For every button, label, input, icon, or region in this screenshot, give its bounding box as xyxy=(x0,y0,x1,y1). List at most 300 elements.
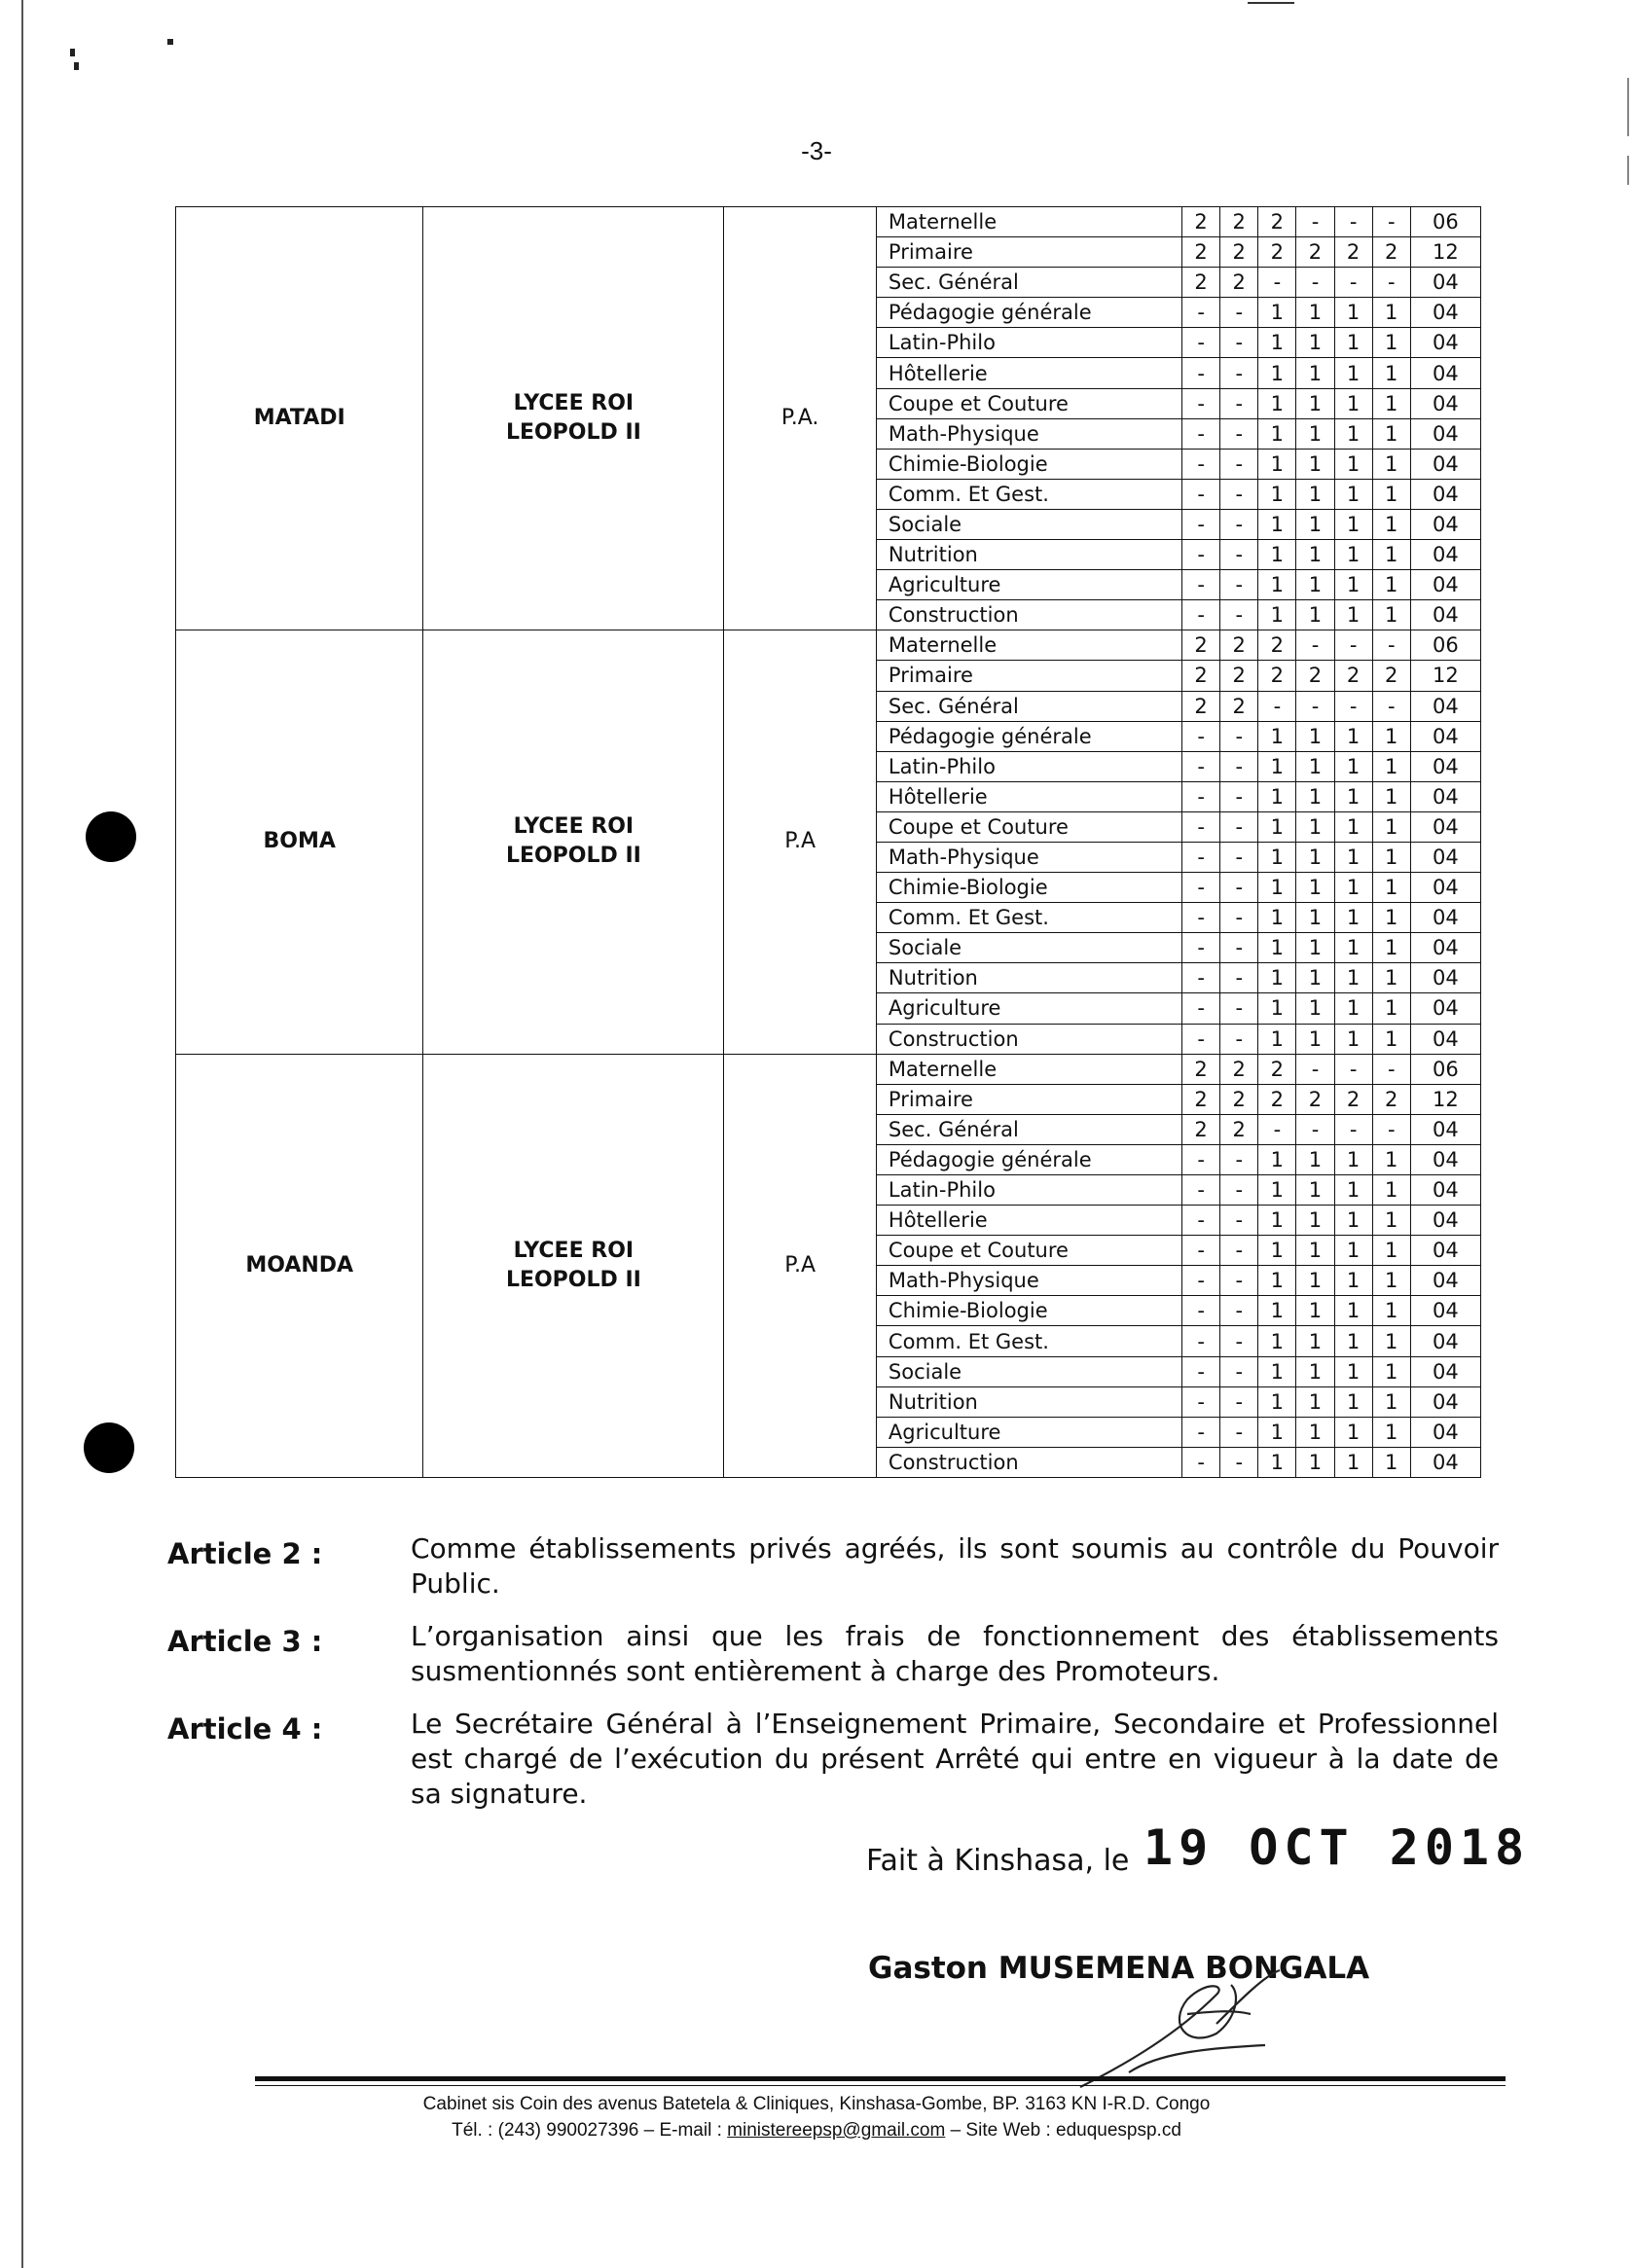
section-name-cell: Maternelle xyxy=(876,630,1181,661)
class-count-cell: - xyxy=(1220,540,1258,570)
page-number: -3- xyxy=(801,136,832,165)
class-count-cell: - xyxy=(1220,449,1258,479)
total-cell: 04 xyxy=(1410,479,1480,509)
class-count-cell: - xyxy=(1372,207,1410,237)
class-count-cell: 1 xyxy=(1296,963,1334,993)
class-count-cell: 1 xyxy=(1296,1024,1334,1054)
total-cell: 04 xyxy=(1410,600,1480,630)
class-count-cell: 1 xyxy=(1372,903,1410,933)
class-count-cell: 1 xyxy=(1258,873,1296,903)
section-name-cell: Comm. Et Gest. xyxy=(876,903,1181,933)
article-3-label: Article 3 : xyxy=(167,1625,323,1658)
class-count-cell: 2 xyxy=(1296,237,1334,268)
class-count-cell: - xyxy=(1182,1236,1220,1266)
section-name-cell: Hôtellerie xyxy=(876,358,1181,388)
class-count-cell: 1 xyxy=(1372,811,1410,842)
class-count-cell: - xyxy=(1296,691,1334,721)
class-count-cell: - xyxy=(1220,509,1258,539)
class-count-cell: - xyxy=(1334,207,1372,237)
class-count-cell: 1 xyxy=(1258,1024,1296,1054)
class-count-cell: 1 xyxy=(1334,1417,1372,1447)
class-count-cell: 1 xyxy=(1372,1386,1410,1417)
class-count-cell: 1 xyxy=(1296,873,1334,903)
class-count-cell: 2 xyxy=(1258,1054,1296,1084)
total-cell: 04 xyxy=(1410,1386,1480,1417)
class-count-cell: 1 xyxy=(1296,993,1334,1024)
class-count-cell: 1 xyxy=(1296,721,1334,751)
class-count-cell: - xyxy=(1220,873,1258,903)
class-count-cell: 1 xyxy=(1372,933,1410,963)
total-cell: 04 xyxy=(1410,449,1480,479)
total-cell: 04 xyxy=(1410,721,1480,751)
total-cell: 04 xyxy=(1410,509,1480,539)
class-count-cell: 1 xyxy=(1334,328,1372,358)
footer-rule xyxy=(255,2076,1506,2081)
class-count-cell: - xyxy=(1220,479,1258,509)
class-count-cell: - xyxy=(1220,721,1258,751)
class-count-cell: - xyxy=(1296,1114,1334,1144)
class-count-cell: 1 xyxy=(1372,328,1410,358)
class-count-cell: 2 xyxy=(1334,237,1372,268)
class-count-cell: - xyxy=(1182,328,1220,358)
class-count-cell: 1 xyxy=(1334,721,1372,751)
class-count-cell: 1 xyxy=(1296,781,1334,811)
class-count-cell: - xyxy=(1182,1356,1220,1386)
section-name-cell: Nutrition xyxy=(876,540,1181,570)
total-cell: 04 xyxy=(1410,1326,1480,1356)
class-count-cell: - xyxy=(1220,600,1258,630)
footer-email-link[interactable]: ministereepsp@gmail.com xyxy=(727,2120,946,2141)
section-name-cell: Coupe et Couture xyxy=(876,388,1181,418)
class-count-cell: 1 xyxy=(1296,358,1334,388)
class-count-cell: 1 xyxy=(1258,781,1296,811)
total-cell: 04 xyxy=(1410,1206,1480,1236)
total-cell: 04 xyxy=(1410,1447,1480,1477)
class-count-cell: 1 xyxy=(1296,600,1334,630)
date-stamp: 19 OCT 2018 xyxy=(1143,1819,1531,1876)
total-cell: 04 xyxy=(1410,1144,1480,1174)
class-count-cell: 1 xyxy=(1334,842,1372,872)
class-count-cell: 1 xyxy=(1372,1144,1410,1174)
total-cell: 06 xyxy=(1410,207,1480,237)
class-count-cell: 2 xyxy=(1334,1084,1372,1114)
class-count-cell: - xyxy=(1220,751,1258,781)
class-count-cell: 1 xyxy=(1296,842,1334,872)
total-cell: 04 xyxy=(1410,1266,1480,1296)
status-cell: P.A xyxy=(724,630,877,1054)
total-cell: 06 xyxy=(1410,1054,1480,1084)
scan-speck xyxy=(167,39,173,45)
class-count-cell: 2 xyxy=(1220,691,1258,721)
total-cell: 04 xyxy=(1410,298,1480,328)
class-count-cell: - xyxy=(1182,933,1220,963)
class-count-cell: 1 xyxy=(1258,1326,1296,1356)
class-count-cell: 1 xyxy=(1258,751,1296,781)
class-count-cell: 1 xyxy=(1334,540,1372,570)
total-cell: 04 xyxy=(1410,1296,1480,1326)
section-name-cell: Math-Physique xyxy=(876,842,1181,872)
class-count-cell: - xyxy=(1182,1266,1220,1296)
class-count-cell: 1 xyxy=(1372,1296,1410,1326)
total-cell: 04 xyxy=(1410,993,1480,1024)
class-count-cell: 1 xyxy=(1334,811,1372,842)
class-count-cell: - xyxy=(1296,1054,1334,1084)
class-count-cell: 1 xyxy=(1334,873,1372,903)
class-count-cell: 2 xyxy=(1182,268,1220,298)
class-count-cell: 1 xyxy=(1258,1206,1296,1236)
total-cell: 04 xyxy=(1410,388,1480,418)
class-count-cell: 1 xyxy=(1296,903,1334,933)
class-count-cell: - xyxy=(1182,873,1220,903)
class-count-cell: - xyxy=(1220,328,1258,358)
class-count-cell: - xyxy=(1220,933,1258,963)
class-count-cell: 2 xyxy=(1220,1114,1258,1144)
class-count-cell: 1 xyxy=(1258,1236,1296,1266)
section-name-cell: Sociale xyxy=(876,933,1181,963)
class-count-cell: 1 xyxy=(1372,388,1410,418)
class-count-cell: 2 xyxy=(1258,1084,1296,1114)
class-count-cell: - xyxy=(1182,1326,1220,1356)
class-count-cell: 1 xyxy=(1296,388,1334,418)
total-cell: 04 xyxy=(1410,418,1480,449)
class-count-cell: - xyxy=(1182,993,1220,1024)
section-name-cell: Construction xyxy=(876,600,1181,630)
class-count-cell: 2 xyxy=(1258,661,1296,691)
class-count-cell: 1 xyxy=(1372,298,1410,328)
total-cell: 12 xyxy=(1410,661,1480,691)
table-row xyxy=(176,630,1481,661)
page-left-edge xyxy=(21,0,23,2268)
section-name-cell: Chimie-Biologie xyxy=(876,873,1181,903)
class-count-cell: - xyxy=(1182,509,1220,539)
class-count-cell: 1 xyxy=(1296,298,1334,328)
total-cell: 04 xyxy=(1410,873,1480,903)
table-row xyxy=(176,207,1481,237)
total-cell: 04 xyxy=(1410,570,1480,600)
total-cell: 12 xyxy=(1410,1084,1480,1114)
class-count-cell: 1 xyxy=(1258,449,1296,479)
school-name-line1: LYCEE ROI xyxy=(513,1238,635,1263)
class-count-cell: 1 xyxy=(1372,1447,1410,1477)
class-count-cell: 1 xyxy=(1258,721,1296,751)
class-count-cell: 1 xyxy=(1372,1266,1410,1296)
total-cell: 04 xyxy=(1410,1175,1480,1206)
class-count-cell: - xyxy=(1258,1114,1296,1144)
class-count-cell: 1 xyxy=(1296,328,1334,358)
class-count-cell: 1 xyxy=(1258,1386,1296,1417)
class-count-cell: - xyxy=(1182,298,1220,328)
class-count-cell: - xyxy=(1258,691,1296,721)
total-cell: 04 xyxy=(1410,268,1480,298)
class-count-cell: - xyxy=(1220,811,1258,842)
class-count-cell: 1 xyxy=(1372,1356,1410,1386)
class-count-cell: - xyxy=(1182,1296,1220,1326)
class-count-cell: - xyxy=(1182,600,1220,630)
section-name-cell: Latin-Philo xyxy=(876,328,1181,358)
footer-rule xyxy=(255,2085,1506,2086)
class-count-cell: 1 xyxy=(1334,358,1372,388)
section-name-cell: Nutrition xyxy=(876,1386,1181,1417)
class-count-cell: - xyxy=(1220,1447,1258,1477)
class-count-cell: - xyxy=(1296,630,1334,661)
class-count-cell: 1 xyxy=(1372,993,1410,1024)
class-count-cell: 2 xyxy=(1296,1084,1334,1114)
total-cell: 04 xyxy=(1410,328,1480,358)
class-count-cell: 1 xyxy=(1258,933,1296,963)
class-count-cell: 2 xyxy=(1296,661,1334,691)
section-name-cell: Sociale xyxy=(876,1356,1181,1386)
signing-place: Fait à Kinshasa, le xyxy=(866,1844,1130,1878)
class-count-cell: 1 xyxy=(1372,1024,1410,1054)
class-count-cell: 1 xyxy=(1258,328,1296,358)
class-count-cell: 1 xyxy=(1258,1266,1296,1296)
article-4-label: Article 4 : xyxy=(167,1712,323,1746)
class-count-cell: - xyxy=(1220,298,1258,328)
section-name-cell: Pédagogie générale xyxy=(876,721,1181,751)
class-count-cell: - xyxy=(1182,1024,1220,1054)
class-count-cell: - xyxy=(1220,1417,1258,1447)
class-count-cell: - xyxy=(1296,268,1334,298)
class-count-cell: - xyxy=(1182,751,1220,781)
total-cell: 12 xyxy=(1410,237,1480,268)
section-name-cell: Sociale xyxy=(876,509,1181,539)
total-cell: 06 xyxy=(1410,630,1480,661)
section-name-cell: Construction xyxy=(876,1024,1181,1054)
class-count-cell: - xyxy=(1220,993,1258,1024)
class-count-cell: 2 xyxy=(1258,630,1296,661)
class-count-cell: 1 xyxy=(1372,570,1410,600)
class-count-cell: 1 xyxy=(1296,1296,1334,1326)
class-count-cell: - xyxy=(1334,1114,1372,1144)
school-name-line2: LEOPOLD II xyxy=(505,844,641,869)
footer-tel: Tél. : (243) 990027396 – E-mail : xyxy=(452,2120,728,2141)
class-count-cell: 2 xyxy=(1182,630,1220,661)
class-count-cell: 1 xyxy=(1334,1144,1372,1174)
class-count-cell: 1 xyxy=(1258,1144,1296,1174)
class-count-cell: - xyxy=(1334,268,1372,298)
class-count-cell: 1 xyxy=(1372,842,1410,872)
class-count-cell: 1 xyxy=(1372,963,1410,993)
class-count-cell: 1 xyxy=(1296,933,1334,963)
class-count-cell: 1 xyxy=(1296,1326,1334,1356)
status-cell: P.A. xyxy=(724,207,877,630)
class-count-cell: 1 xyxy=(1258,600,1296,630)
class-count-cell: 2 xyxy=(1334,661,1372,691)
scan-mark xyxy=(1627,78,1629,136)
class-count-cell: - xyxy=(1220,1296,1258,1326)
class-count-cell: 1 xyxy=(1334,1236,1372,1266)
section-name-cell: Coupe et Couture xyxy=(876,1236,1181,1266)
total-cell: 04 xyxy=(1410,933,1480,963)
class-count-cell: 1 xyxy=(1296,479,1334,509)
class-count-cell: - xyxy=(1220,1206,1258,1236)
class-count-cell: - xyxy=(1182,1447,1220,1477)
class-count-cell: - xyxy=(1182,781,1220,811)
section-name-cell: Primaire xyxy=(876,1084,1181,1114)
total-cell: 04 xyxy=(1410,1417,1480,1447)
school-cell xyxy=(423,1054,724,1477)
class-count-cell: 1 xyxy=(1372,358,1410,388)
class-count-cell: 1 xyxy=(1334,1024,1372,1054)
class-count-cell: - xyxy=(1220,963,1258,993)
class-count-cell: 1 xyxy=(1334,388,1372,418)
class-count-cell: 1 xyxy=(1334,600,1372,630)
scan-mark xyxy=(1248,2,1294,4)
class-count-cell: - xyxy=(1220,358,1258,388)
class-count-cell: 1 xyxy=(1258,570,1296,600)
scan-speck xyxy=(74,62,79,70)
section-name-cell: Pédagogie générale xyxy=(876,1144,1181,1174)
class-count-cell: - xyxy=(1220,781,1258,811)
class-count-cell: 1 xyxy=(1258,1417,1296,1447)
class-count-cell: 2 xyxy=(1220,268,1258,298)
class-count-cell: 1 xyxy=(1334,1296,1372,1326)
total-cell: 04 xyxy=(1410,1024,1480,1054)
class-count-cell: 1 xyxy=(1334,298,1372,328)
section-name-cell: Math-Physique xyxy=(876,1266,1181,1296)
punch-hole xyxy=(86,811,136,862)
class-count-cell: 1 xyxy=(1296,1447,1334,1477)
class-count-cell: 1 xyxy=(1296,751,1334,781)
class-count-cell: 1 xyxy=(1334,1266,1372,1296)
class-count-cell: - xyxy=(1182,1144,1220,1174)
total-cell: 04 xyxy=(1410,903,1480,933)
class-count-cell: 1 xyxy=(1372,751,1410,781)
total-cell: 04 xyxy=(1410,963,1480,993)
class-count-cell: 2 xyxy=(1182,691,1220,721)
class-count-cell: - xyxy=(1182,570,1220,600)
class-count-cell: 1 xyxy=(1258,298,1296,328)
class-count-cell: 2 xyxy=(1182,1114,1220,1144)
total-cell: 04 xyxy=(1410,1114,1480,1144)
class-count-cell: 1 xyxy=(1258,963,1296,993)
total-cell: 04 xyxy=(1410,358,1480,388)
class-count-cell: - xyxy=(1182,479,1220,509)
class-count-cell: 1 xyxy=(1334,570,1372,600)
section-name-cell: Maternelle xyxy=(876,1054,1181,1084)
section-name-cell: Sec. Général xyxy=(876,691,1181,721)
section-name-cell: Primaire xyxy=(876,661,1181,691)
article-4-text: Le Secrétaire Général à l’Enseignement Primaire, Secondaire et Professionnel est chargé de l’exécution du présent Arrêté qui entre en vigueur à la date de sa signature. xyxy=(411,1708,1499,1810)
class-count-cell: - xyxy=(1182,449,1220,479)
section-name-cell: Chimie-Biologie xyxy=(876,449,1181,479)
section-name-cell: Pédagogie générale xyxy=(876,298,1181,328)
class-count-cell: 1 xyxy=(1372,479,1410,509)
class-count-cell: - xyxy=(1220,1386,1258,1417)
footer-contact xyxy=(0,2120,1633,2142)
class-count-cell: 1 xyxy=(1296,1144,1334,1174)
class-count-cell: - xyxy=(1372,630,1410,661)
class-count-cell: - xyxy=(1220,1326,1258,1356)
footer-web: – Site Web : eduquespsp.cd xyxy=(945,2120,1181,2141)
class-count-cell: - xyxy=(1220,1144,1258,1174)
class-count-cell: 1 xyxy=(1296,1356,1334,1386)
class-count-cell: - xyxy=(1372,1114,1410,1144)
total-cell: 04 xyxy=(1410,1356,1480,1386)
article-2-text: Comme établissements privés agréés, ils sont soumis au contrôle du Pouvoir Public. xyxy=(411,1532,1499,1600)
class-count-cell: 1 xyxy=(1258,903,1296,933)
class-count-cell: 2 xyxy=(1258,207,1296,237)
class-count-cell: - xyxy=(1220,903,1258,933)
class-count-cell: 1 xyxy=(1296,811,1334,842)
section-name-cell: Math-Physique xyxy=(876,418,1181,449)
class-count-cell: 1 xyxy=(1372,781,1410,811)
class-count-cell: - xyxy=(1220,1356,1258,1386)
class-count-cell: 2 xyxy=(1372,661,1410,691)
class-count-cell: - xyxy=(1182,1386,1220,1417)
section-name-cell: Coupe et Couture xyxy=(876,811,1181,842)
total-cell: 04 xyxy=(1410,811,1480,842)
section-name-cell: Sec. Général xyxy=(876,1114,1181,1144)
class-count-cell: 1 xyxy=(1372,1236,1410,1266)
class-count-cell: 1 xyxy=(1258,811,1296,842)
scan-speck xyxy=(70,49,75,56)
class-count-cell: 1 xyxy=(1258,1356,1296,1386)
class-count-cell: 1 xyxy=(1258,479,1296,509)
class-count-cell: 1 xyxy=(1258,418,1296,449)
class-count-cell: 2 xyxy=(1372,237,1410,268)
class-count-cell: 1 xyxy=(1296,449,1334,479)
total-cell: 04 xyxy=(1410,691,1480,721)
class-count-cell: - xyxy=(1182,540,1220,570)
class-count-cell: 1 xyxy=(1334,479,1372,509)
class-count-cell: - xyxy=(1334,1054,1372,1084)
class-count-cell: - xyxy=(1182,1175,1220,1206)
class-count-cell: 1 xyxy=(1372,873,1410,903)
section-name-cell: Chimie-Biologie xyxy=(876,1296,1181,1326)
class-count-cell: 1 xyxy=(1372,449,1410,479)
class-count-cell: 1 xyxy=(1334,781,1372,811)
section-name-cell: Maternelle xyxy=(876,207,1181,237)
class-count-cell: - xyxy=(1296,207,1334,237)
class-count-cell: 1 xyxy=(1334,1175,1372,1206)
class-count-cell: - xyxy=(1182,418,1220,449)
school-name-line1: LYCEE ROI xyxy=(513,814,635,840)
class-count-cell: 1 xyxy=(1296,418,1334,449)
class-count-cell: 1 xyxy=(1372,1326,1410,1356)
class-count-cell: 1 xyxy=(1258,993,1296,1024)
class-count-cell: - xyxy=(1372,1054,1410,1084)
class-count-cell: 1 xyxy=(1258,1447,1296,1477)
class-count-cell: 2 xyxy=(1182,1084,1220,1114)
class-count-cell: - xyxy=(1182,1417,1220,1447)
city-cell: MATADI xyxy=(176,207,423,630)
section-name-cell: Nutrition xyxy=(876,963,1181,993)
section-name-cell: Hôtellerie xyxy=(876,781,1181,811)
class-count-cell: 1 xyxy=(1334,449,1372,479)
class-count-cell: 1 xyxy=(1334,509,1372,539)
class-count-cell: 1 xyxy=(1372,509,1410,539)
class-count-cell: - xyxy=(1220,1236,1258,1266)
total-cell: 04 xyxy=(1410,751,1480,781)
class-count-cell: 1 xyxy=(1334,993,1372,1024)
section-name-cell: Construction xyxy=(876,1447,1181,1477)
section-name-cell: Comm. Et Gest. xyxy=(876,1326,1181,1356)
class-count-cell: - xyxy=(1182,842,1220,872)
class-count-cell: 1 xyxy=(1258,388,1296,418)
total-cell: 04 xyxy=(1410,842,1480,872)
class-count-cell: 2 xyxy=(1182,1054,1220,1084)
class-count-cell: 1 xyxy=(1372,1417,1410,1447)
class-count-cell: 1 xyxy=(1258,842,1296,872)
class-count-cell: 2 xyxy=(1220,207,1258,237)
class-count-cell: 2 xyxy=(1182,661,1220,691)
class-count-cell: - xyxy=(1334,630,1372,661)
class-count-cell: 1 xyxy=(1372,1206,1410,1236)
class-count-cell: 1 xyxy=(1296,1236,1334,1266)
section-name-cell: Hôtellerie xyxy=(876,1206,1181,1236)
class-count-cell: 1 xyxy=(1296,1417,1334,1447)
